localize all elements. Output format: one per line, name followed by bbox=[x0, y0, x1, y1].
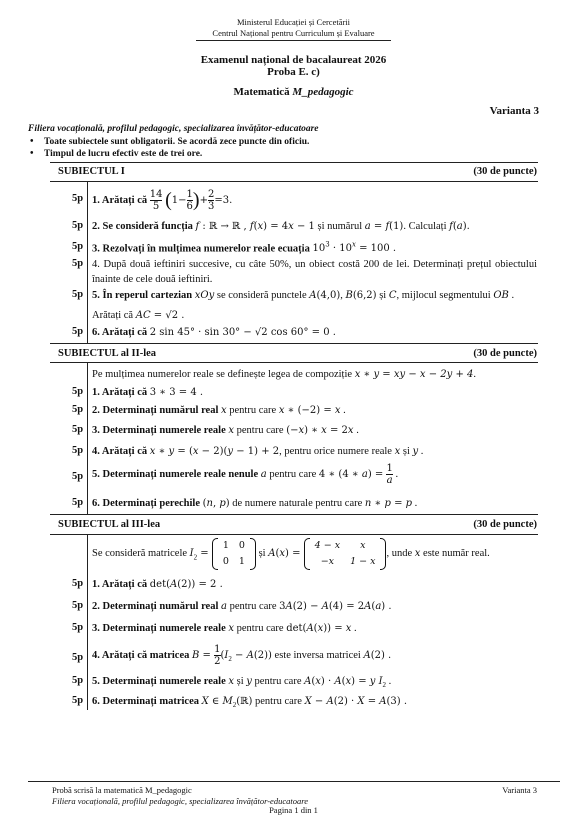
identity-matrix: 1 0 0 1 bbox=[212, 538, 256, 570]
subject2-title: SUBIECTUL al II-lea bbox=[58, 348, 157, 359]
divider bbox=[50, 343, 538, 344]
item-points: 5p bbox=[72, 652, 84, 663]
subject2-points: (30 de puncte) bbox=[473, 348, 537, 359]
s2-item-2: 2. Determinați numărul real x pentru care x ∗ (−2) = x . bbox=[92, 405, 346, 416]
item-points: 5p bbox=[72, 471, 84, 482]
column-divider bbox=[87, 362, 88, 514]
footer-variant: Varianta 3 bbox=[502, 785, 537, 795]
s2-item-5: 5. Determinați numerele reale nenule a pentru care 4 ∗ (4 ∗ a) = $\frac{1}{a}$ . bbox=[92, 463, 399, 486]
item-points: 5p bbox=[72, 220, 84, 231]
page-number: Pagina 1 din 1 bbox=[269, 805, 318, 815]
subject3-title: SUBIECTUL al III-lea bbox=[58, 519, 161, 530]
item-points: 5p bbox=[72, 622, 84, 633]
variant-label: Varianta 3 bbox=[489, 105, 539, 117]
s1-item-1: 1. Arătați că $\frac{14}{5}$ (1− $\frac{1}{6}$ )+ $\frac{2}{3}$ =3. bbox=[92, 189, 233, 212]
divider bbox=[50, 181, 538, 182]
s3-item-1: 1. Arătați că det(A(2)) = 2 . bbox=[92, 579, 223, 590]
exam-title: Examenul național de bacalaureat 2026 bbox=[200, 54, 387, 66]
bullet-icon: • bbox=[30, 136, 34, 147]
s3-item-3: 3. Determinați numerele reale x pentru care det(A(x)) = x . bbox=[92, 623, 357, 634]
divider bbox=[50, 362, 538, 363]
s3-item-6: 6. Determinați matricea X ∈ $M_2(ℝ)$ pentru care X − A(2) · X = A(3) . bbox=[92, 696, 408, 710]
item-points: 5p bbox=[72, 578, 84, 589]
header-divider bbox=[196, 40, 391, 41]
s3-item-4: 4. Arătați că matricea B = $\frac{1}{2}$ $(I_2 - A(2))$ este inversa matricei A(2) . bbox=[92, 644, 392, 667]
matrix-a: 4 − x x −x 1 − x bbox=[304, 538, 387, 570]
ministry-name: Ministerul Educației și Cercetării bbox=[236, 17, 351, 27]
item-points: 5p bbox=[72, 675, 84, 686]
s3-item-5: 5. Determinați numerele reale x și y pentru care A(x) · A(x) = y $I_2$ . bbox=[92, 676, 392, 690]
item-points: 5p bbox=[72, 193, 84, 204]
center-name: Centrul Național pentru Curriculum și Evaluare bbox=[212, 28, 375, 38]
footer-left-1: Probă scrisă la matematică M_pedagogic bbox=[52, 785, 192, 795]
subject3-points: (30 de puncte) bbox=[473, 519, 537, 530]
rule-mandatory: Toate subiectele sunt obligatorii. Se acordă zece puncte din oficiu. bbox=[44, 137, 310, 147]
s3-intro: Se consideră matricele $I_2$ = 1 0 0 1 și A(x) = 4 − x x −x 1 − x , unde x este număr real. bbox=[92, 538, 537, 570]
s2-item-1: 1. Arătați că 3 ∗ 3 = 4 . bbox=[92, 387, 204, 398]
proba-title: Proba E. c) bbox=[267, 66, 320, 78]
s1-item-2: 2. Se consideră funcția f : ℝ → ℝ , f(x) = 4x − 1 și numărul a = f(1). Calculați f(a). bbox=[92, 221, 470, 232]
column-divider bbox=[87, 534, 88, 710]
divider bbox=[50, 534, 538, 535]
column-divider bbox=[87, 181, 88, 343]
rule-time: Timpul de lucru efectiv este de trei ore. bbox=[44, 149, 203, 159]
subject-name: Matematică M_pedagogic bbox=[233, 86, 354, 98]
s3-item-2: 2. Determinați numărul real a pentru care 3A(2) − A(4) = 2A(a) . bbox=[92, 601, 392, 612]
profile-line: Filiera vocațională, profilul pedagogic, specializarea învățător-educatoare bbox=[28, 124, 319, 134]
bullet-icon: • bbox=[30, 148, 34, 159]
item-points: 5p bbox=[72, 241, 84, 252]
item-points: 5p bbox=[72, 326, 84, 337]
divider bbox=[50, 162, 538, 163]
item-points: 5p bbox=[72, 386, 84, 397]
item-points: 5p bbox=[72, 289, 84, 300]
s1-item-4: 4. După două ieftiniri succesive, cu câte 50%, un obiect costă 200 de lei. Determinați prețul obiectului înainte de cele două ieftiniri. bbox=[92, 259, 537, 286]
item-points: 5p bbox=[72, 404, 84, 415]
item-points: 5p bbox=[72, 695, 84, 706]
s1-item-3: 3. Rezolvați în mulțimea numerelor reale ecuația $10^3 \cdot 10^x = 100$ . bbox=[92, 241, 397, 255]
s1-item-5: 5. În reperul cartezian xOy se consideră punctele A(4,0), B(6,2) și C, mijlocul segmentului OB . Arătați că AC = √2 . bbox=[92, 290, 515, 321]
item-points: 5p bbox=[72, 445, 84, 456]
s2-item-6: 6. Determinați perechile (n, p) de numere naturale pentru care n ∗ p = p . bbox=[92, 498, 418, 509]
s1-item-6: 6. Arătați că 2 sin 45° · sin 30° − √2 cos 60° = 0 . bbox=[92, 327, 336, 338]
subject1-title: SUBIECTUL I bbox=[58, 166, 125, 177]
s2-item-4: 4. Arătați că x ∗ y = (x − 2)(y − 1) + 2, pentru orice numere reale x și y . bbox=[92, 446, 424, 457]
item-points: 5p bbox=[72, 258, 84, 269]
item-points: 5p bbox=[72, 600, 84, 611]
s2-item-3: 3. Determinați numerele reale x pentru care (−x) ∗ x = 2x . bbox=[92, 425, 359, 436]
item-points: 5p bbox=[72, 497, 84, 508]
item-points: 5p bbox=[72, 424, 84, 435]
s2-intro: Pe mulțimea numerelor reale se definește legea de compoziție x ∗ y = xy − x − 2y + 4. bbox=[92, 369, 477, 380]
footer-divider bbox=[28, 781, 560, 782]
footer-left-2: Filiera vocațională, profilul pedagogic, specializarea învățător-educatoare bbox=[52, 796, 308, 806]
subject1-points: (30 de puncte) bbox=[473, 166, 537, 177]
divider bbox=[50, 514, 538, 515]
